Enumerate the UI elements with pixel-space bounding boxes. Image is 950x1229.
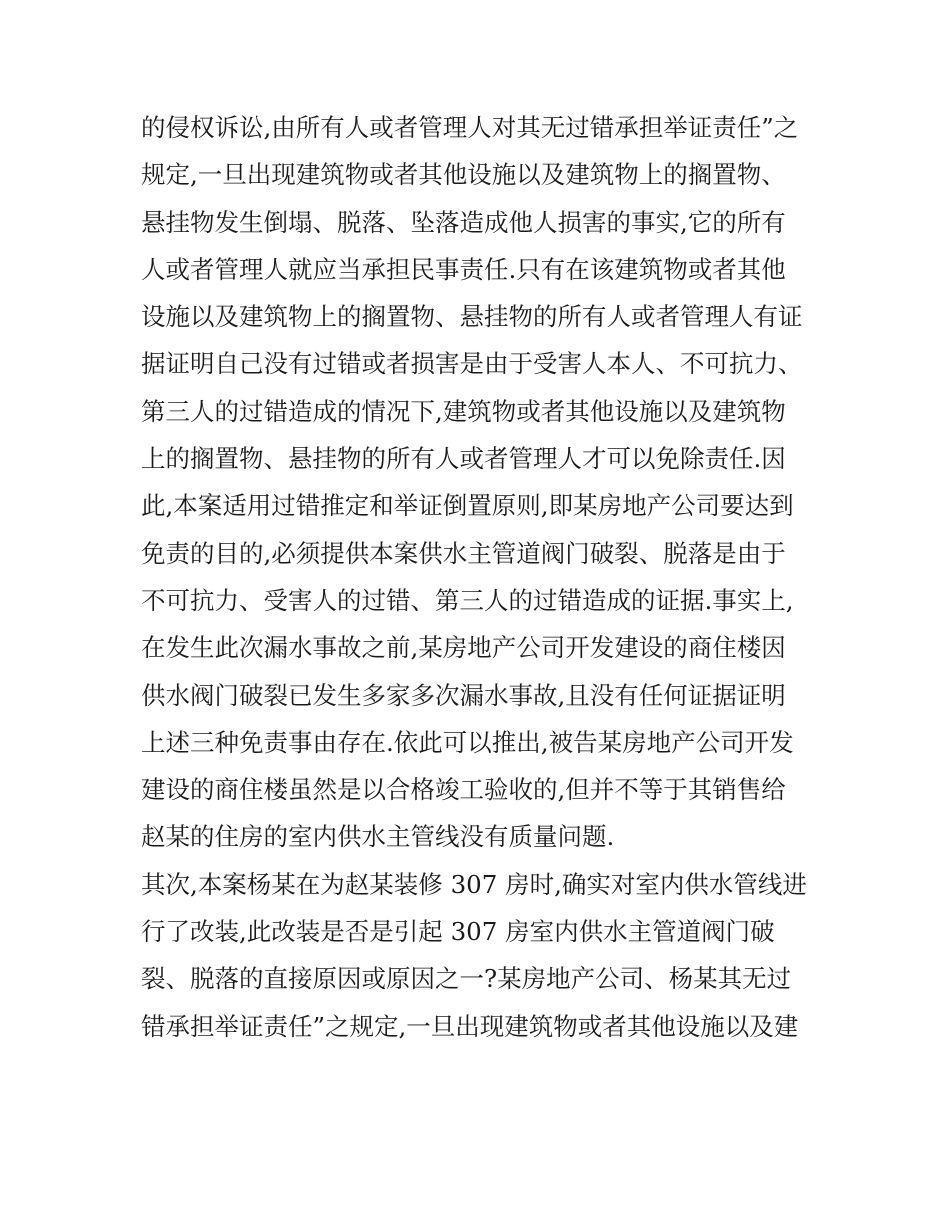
text-line-4: 人或者管理人就应当承担民事责任.只有在该建筑物或者其他 <box>141 254 786 284</box>
text-line-2: 规定,一旦出现建筑物或者其他设施以及建筑物上的搁置物、 <box>141 160 786 190</box>
text-line-17: 其次,本案杨某在为赵某装修 307 房时,确实对室内供水管线进 <box>141 869 807 899</box>
text-line-9: 此,本案适用过错推定和举证倒置原则,即某房地产公司要达到 <box>141 491 794 521</box>
text-line-8: 上的搁置物、悬挂物的所有人或者管理人才可以免除责任.因 <box>141 444 786 474</box>
text-line-20: 错承担举证责任”之规定,一旦出现建筑物或者其他设施以及建 <box>141 1011 799 1041</box>
text-line-16: 赵某的住房的室内供水主管线没有质量问题. <box>141 822 615 852</box>
text-line-18: 行了改装,此改装是否是引起 307 房室内供水主管道阀门破 <box>141 917 775 947</box>
text-line-13: 供水阀门破裂已发生多家多次漏水事故,且没有任何证据证明 <box>141 680 786 710</box>
text-line-1: 的侵权诉讼,由所有人或者管理人对其无过错承担举证责任”之 <box>141 113 799 142</box>
text-line-5: 设施以及建筑物上的搁置物、悬挂物的所有人或者管理人有证 <box>141 302 803 332</box>
text-line-19: 裂、脱落的直接原因或原因之一?某房地产公司、杨某其无过 <box>141 964 792 994</box>
text-line-11: 不可抗力、受害人的过错、第三人的过错造成的证据.事实上, <box>141 585 794 615</box>
text-line-12: 在发生此次漏水事故之前,某房地产公司开发建设的商住楼因 <box>141 633 786 663</box>
text-line-14: 上述三种免责事由存在.依此可以推出,被告某房地产公司开发 <box>141 727 794 757</box>
text-line-15: 建设的商住楼虽然是以合格竣工验收的,但并不等于其销售给 <box>141 775 786 805</box>
text-line-6: 据证明自己没有过错或者损害是由于受害人本人、不可抗力、 <box>141 349 803 379</box>
text-line-3: 悬挂物发生倒塌、脱落、坠落造成他人损害的事实,它的所有 <box>141 207 786 237</box>
body-text <box>141 104 821 1050</box>
text-line-7: 第三人的过错造成的情况下,建筑物或者其他设施以及建筑物 <box>141 396 786 426</box>
text-line-10: 免责的目的,必须提供本案供水主管道阀门破裂、脱落是由于 <box>141 538 786 568</box>
